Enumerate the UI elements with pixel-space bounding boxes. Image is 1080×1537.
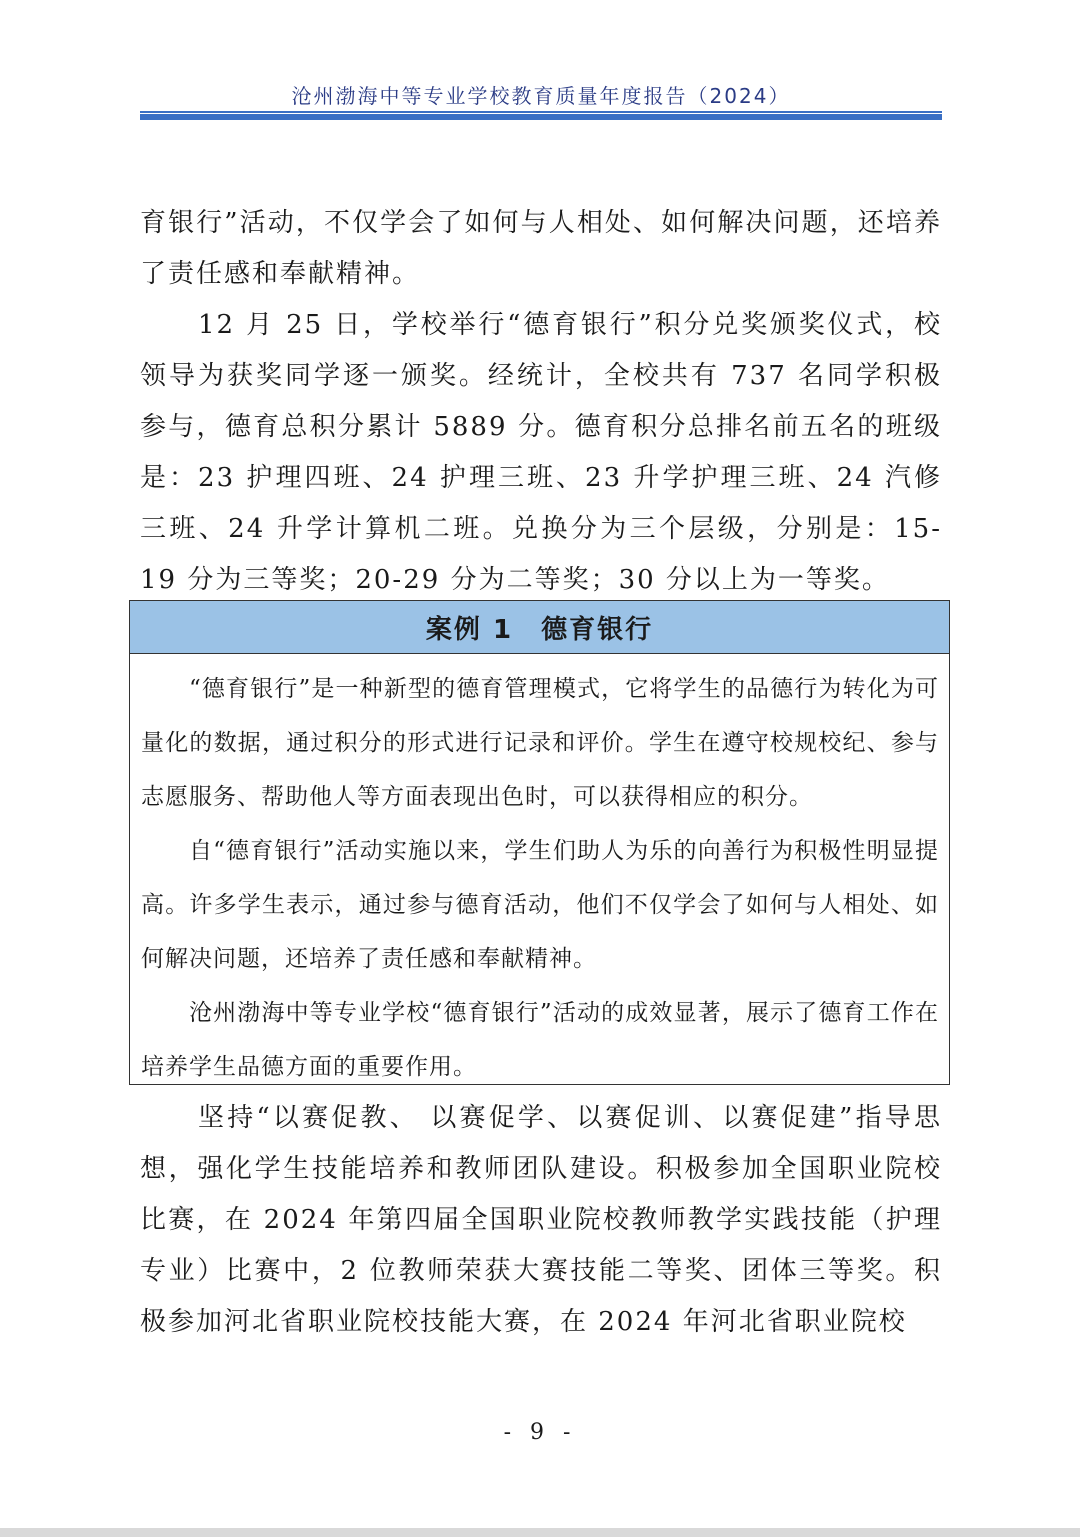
body-text-bottom (140, 1093, 942, 1348)
paragraph-competitions: 坚持“以赛促教、 以赛促学、以赛促训、以赛促建”指导思想，强化学生技能培养和教师团队建设。积极参加全国职业院校比赛，在 2024 年第四届全国职业院校教师教学实践技能（护理专业）比赛中，2 位教师荣获大赛技能二等奖、团体三等奖。积极参加河北省职业院校技能大赛，在 2024 年河北省职业院校 (140, 1103, 942, 1337)
case-title: 案例 1 德育银行 (130, 601, 949, 654)
case-paragraph-conclusion: 沧州渤海中等专业学校“德育银行”活动的成效显著，展示了德育工作在培养学生品德方面的重要作用。 (141, 1000, 939, 1080)
case-paragraph-effect: 自“德育银行”活动实施以来，学生们助人为乐的向善行为积极性明显提高。许多学生表示，通过参与德育活动，他们不仅学会了如何与人相处、如何解决问题，还培养了责任感和奉献精神。 (141, 838, 939, 972)
header-rule-thick (140, 114, 942, 120)
page-number: - 9 - (503, 1420, 577, 1445)
paragraph-award-ceremony: 12 月 25 日，学校举行“德育银行”积分兑奖颁奖仪式，校领导为获奖同学逐一颁奖。经统计，全校共有 737 名同学积极参与，德育总积分累计 5889 分。德育积分总排名前五名的班级是：23 护理四班、24 护理三班、23 升学护理三班、24 汽修三班、24 升学计算机二班。兑换分为三个层级，分别是：15-19 分为三等奖；20-29 分为二等奖；30 分以上为一等奖。 (140, 310, 942, 595)
paragraph-continuation: 育银行”活动，不仅学会了如何与人相处、如何解决问题，还培养了责任感和奉献精神。 (140, 208, 942, 289)
case-body (130, 654, 949, 1094)
body-text-top (140, 198, 942, 606)
case-paragraph-definition: “德育银行”是一种新型的德育管理模式，它将学生的品德行为转化为可量化的数据，通过积分的形式进行记录和评价。学生在遵守校规校纪、参与志愿服务、帮助他人等方面表现出色时，可以获得相应的积分。 (141, 676, 939, 810)
bottom-edge-bar (0, 1528, 1080, 1537)
case-box (129, 600, 950, 1085)
header-rule-thin (140, 111, 942, 113)
report-header-title: 沧州渤海中等专业学校教育质量年度报告（2024） (291, 84, 791, 108)
